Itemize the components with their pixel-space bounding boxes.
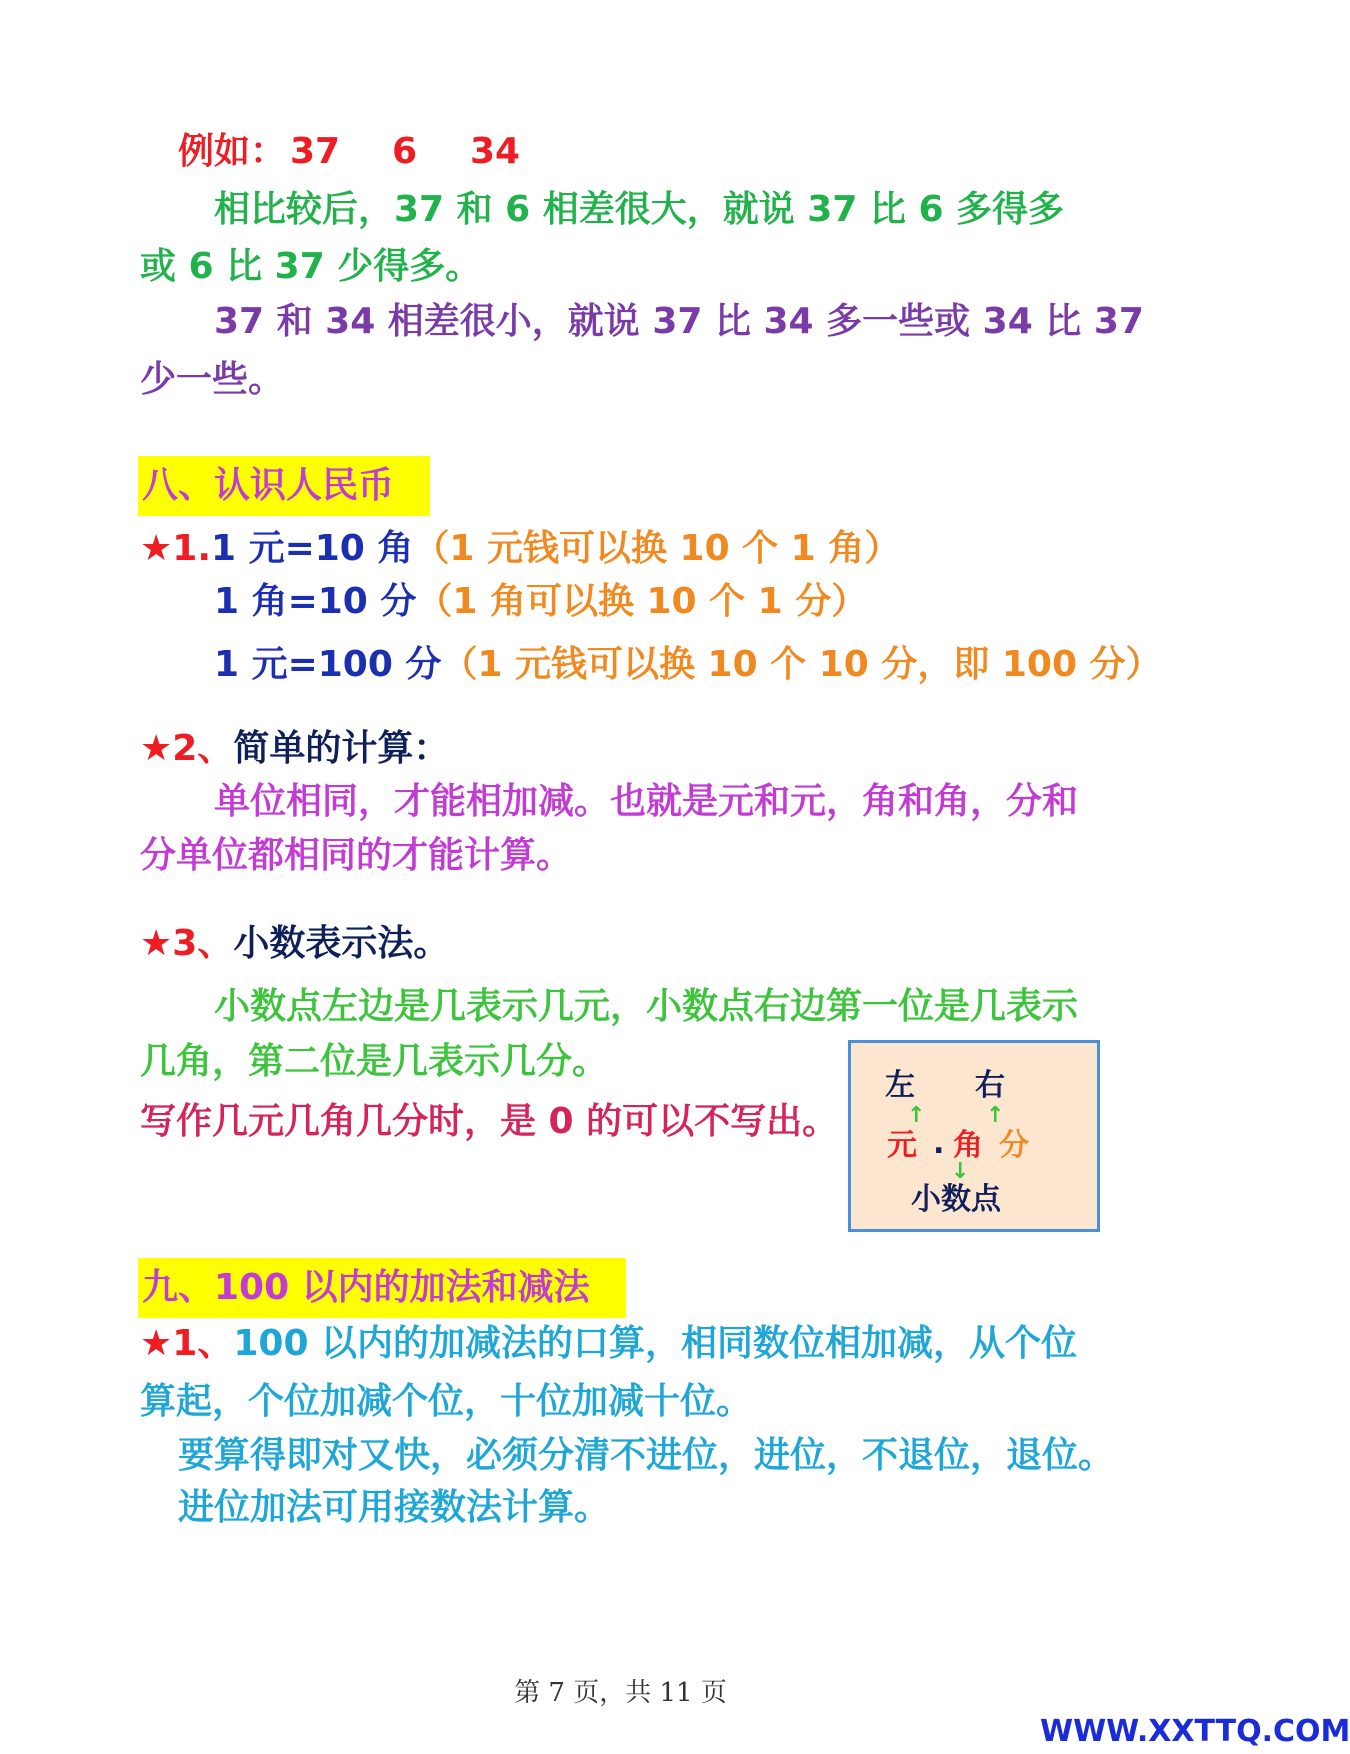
page-footer: 第 7 页，共 11 页 xyxy=(514,1678,727,1708)
example-number-6: 6 xyxy=(392,131,418,172)
equation-jiao-fen: 1 角=10 分 xyxy=(214,581,417,622)
compare-line-3: 37 和 34 相差很小，就说 37 比 34 多一些或 34 比 37 xyxy=(214,301,1144,342)
item-8-2-line-2: 分单位都相同的才能计算。 xyxy=(140,835,573,876)
compare-line-4: 少一些。 xyxy=(140,359,285,400)
item-text: 100 以内的加减法的口算，相同数位相加减，从个位 xyxy=(233,1323,1078,1364)
star-icon: ★ xyxy=(140,1323,173,1364)
compare-line-2: 或 6 比 37 少得多。 xyxy=(140,246,482,287)
item-9-1-line-2: 算起，个位加减个位，十位加减十位。 xyxy=(140,1381,753,1422)
item-8-1-line-1 xyxy=(140,527,900,571)
section-9-heading: 九、100 以内的加法和减法 xyxy=(138,1258,626,1318)
item-title: 小数表示法。 xyxy=(233,923,450,964)
star-icon: ★ xyxy=(140,728,173,769)
section-8-heading: 八、认识人民币 xyxy=(138,456,430,516)
item-9-1-line-3: 要算得即对又快，必须分清不进位，进位，不退位，退位。 xyxy=(178,1435,1115,1476)
item-8-1-line-2 xyxy=(214,580,867,624)
diagram-left-label: 左 xyxy=(885,1068,915,1103)
arrow-up-icon: ↑ xyxy=(986,1103,1005,1128)
arrow-up-icon: ↑ xyxy=(907,1103,926,1128)
example-number-37: 37 xyxy=(290,131,341,172)
item-8-2-line-1: 单位相同，才能相加减。也就是元和元，角和角，分和 xyxy=(214,781,1079,822)
equation-yuan-jiao: 1 元=10 角 xyxy=(211,528,414,569)
item-8-3-line-1: 小数点左边是几表示几元，小数点右边第一位是几表示 xyxy=(214,986,1079,1027)
item-number: 1. xyxy=(172,528,212,569)
item-9-1-line-1 xyxy=(140,1322,1077,1366)
star-icon: ★ xyxy=(140,923,173,964)
diagram-yuan: 元 xyxy=(887,1128,917,1163)
item-8-3-line-3: 写作几元几角几分时，是 0 的可以不写出。 xyxy=(140,1101,839,1142)
item-8-3-line-2: 几角，第二位是几表示几分。 xyxy=(140,1041,609,1082)
item-8-1-line-3 xyxy=(214,643,1162,687)
item-title: 简单的计算： xyxy=(233,728,450,769)
item-8-3-title xyxy=(140,922,449,966)
decimal-diagram xyxy=(848,1040,1100,1232)
example-label: 例如： xyxy=(178,131,287,172)
compare-line-1: 相比较后，37 和 6 相差很大，就说 37 比 6 多得多 xyxy=(214,189,1065,230)
watermark-logo: WWW.XXTTQ.COM xyxy=(1040,1714,1350,1749)
diagram-point-label: 小数点 xyxy=(911,1182,1001,1217)
diagram-jiao: 角 xyxy=(953,1128,983,1163)
item-number: 1、 xyxy=(172,1323,234,1364)
diagram-fen: 分 xyxy=(999,1128,1029,1163)
diagram-right-label: 右 xyxy=(975,1068,1005,1103)
note-jiao-fen: （1 角可以换 10 个 1 分） xyxy=(416,581,868,622)
item-number: 3、 xyxy=(172,923,234,964)
arrow-down-icon: ↓ xyxy=(951,1159,970,1184)
item-8-2-title xyxy=(140,727,449,771)
note-yuan-fen: （1 元钱可以换 10 个 10 分，即 100 分） xyxy=(441,644,1162,685)
diagram-dot: . xyxy=(933,1126,945,1161)
example-number-34: 34 xyxy=(470,131,521,172)
item-number: 2、 xyxy=(172,728,234,769)
item-9-1-line-4: 进位加法可用接数法计算。 xyxy=(178,1487,611,1528)
star-icon: ★ xyxy=(140,528,173,569)
equation-yuan-fen: 1 元=100 分 xyxy=(214,644,442,685)
note-yuan-jiao: （1 元钱可以换 10 个 1 角） xyxy=(413,528,901,569)
